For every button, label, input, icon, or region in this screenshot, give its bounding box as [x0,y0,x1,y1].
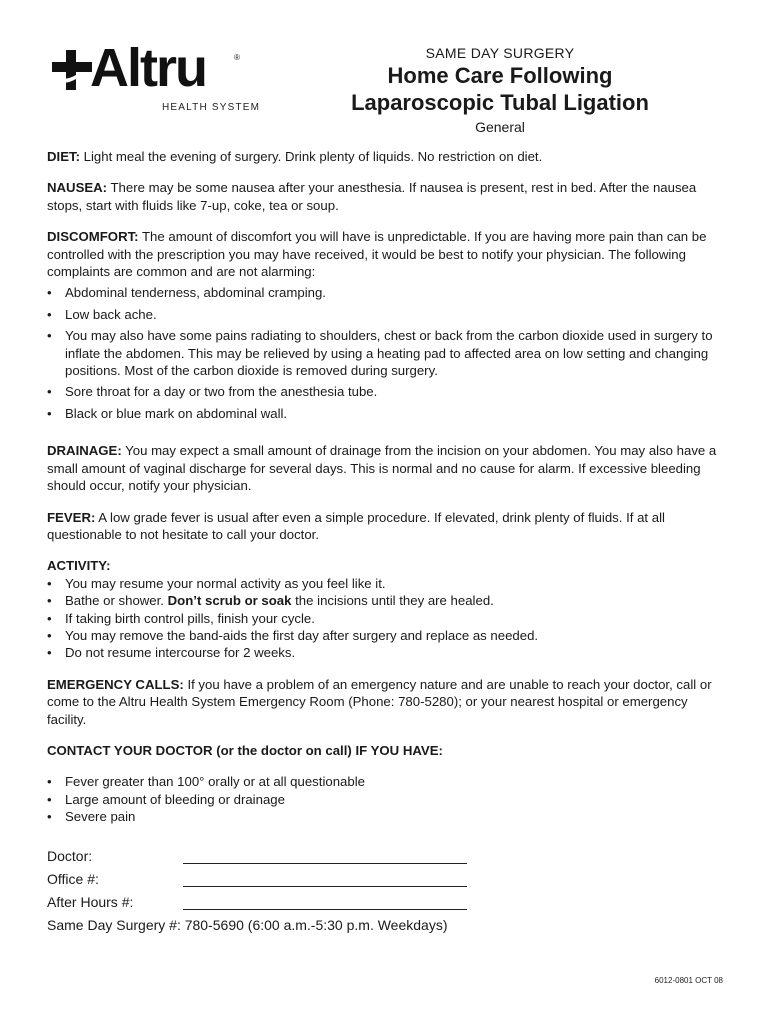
emergency-label: EMERGENCY CALLS: [47,676,184,692]
logo-registered-mark: ® [234,53,240,62]
discomfort-label: DISCOMFORT: [47,229,139,245]
doctor-line [47,846,719,869]
altru-cross-icon [50,48,94,92]
logo-wordmark: Altru [90,38,206,98]
list-item: • You may resume your normal activity as you feel like it. [47,575,719,592]
list-item: • Do not resume intercourse for 2 weeks. [47,644,719,661]
activity-list [47,575,719,662]
office-field[interactable] [183,886,467,887]
header-kicker: SAME DAY SURGERY [425,45,575,61]
emergency-section [47,676,719,728]
discomfort-text: The amount of discomfort you will have is unpredictable. If you are having more pain than can be controlled with the prescription you may have received, it would be best to notify your physician. The following complaints are common and are not alarming: [47,229,707,280]
nausea-section [47,179,719,214]
instructions-body [47,148,719,938]
contact-list [47,773,719,825]
list-item: • If taking birth control pills, finish your cycle. [47,610,719,627]
activity-item2-bold: Don’t scrub or soak [167,593,292,609]
doctor-label: Doctor: [47,847,93,864]
same-day-surgery-phone: Same Day Surgery #: 780-5690 (6:00 a.m.-5:30 p.m. Weekdays) [47,916,448,933]
drainage-text: You may expect a small amount of drainage from the incision on your abdomen. You may also have a small amount of vaginal discharge for several days. This is normal and no cause for alarm. If excessive bleeding should occur, notify your physician. [47,443,717,494]
activity-section [47,557,719,661]
activity-item2-post: the incisions until they are healed. [291,593,494,609]
header-title-line-2: Laparoscopic Tubal Ligation [351,90,649,115]
list-item [47,592,719,609]
diet-label: DIET: [47,149,80,164]
form-code: 6012-0801 OCT 08 [654,976,723,985]
after-hours-field[interactable] [183,909,467,910]
header-title-line-1: Home Care Following [387,63,613,88]
discomfort-list [47,284,719,422]
discomfort-intro [47,228,719,280]
diet-text: Light meal the evening of surgery. Drink plenty of liquids. No restriction on diet. [79,149,543,164]
diet-section [47,148,719,165]
document-header [320,44,680,136]
discomfort-section [47,228,719,422]
activity-label: ACTIVITY: [47,558,111,574]
list-item: • Black or blue mark on abdominal wall. [47,405,719,422]
list-item: • You may also have some pains radiating to shoulders, chest or back from the carbon dioxide used in surgery to inflate the abdomen. This may be relieved by using a heating pad to affected area on low setting and changing positions. Most of the carbon dioxide is removed during surgery. [47,327,719,379]
office-label: Office #: [47,870,99,887]
list-item: • Large amount of bleeding or drainage [47,791,719,808]
fever-text: A low grade fever is usual after even a simple procedure. If elevated, drink plenty of fluids. If at all questionable to not hesitate to call your doctor. [47,509,665,542]
activity-item2-pre: Bathe or shower. [65,593,168,609]
nausea-text: There may be some nausea after your anesthesia. If nausea is present, rest in bed. After the nausea stops, start with fluids like 7-up, coke, tea or soup. [47,180,697,213]
contact-form [47,846,719,938]
emergency-text: If you have a problem of an emergency nature and are unable to reach your doctor, call or come to the Altru Health System Emergency Room (Phone: 780-5280); or your nearest hospital or emergency facility. [47,676,712,727]
header-subtitle: General [475,119,525,135]
nausea-label: NAUSEA: [47,180,108,196]
list-item: • Severe pain [47,808,719,825]
same-day-surgery-line [47,915,719,938]
after-hours-line [47,892,719,915]
contact-heading: CONTACT YOUR DOCTOR (or the doctor on call) IF YOU HAVE: [47,742,443,758]
fever-label: FEVER: [47,509,96,525]
logo-tagline: HEALTH SYSTEM [162,102,261,113]
drainage-section [47,442,719,494]
after-hours-label: After Hours #: [47,893,134,910]
office-line [47,869,719,892]
altru-logo [50,38,261,120]
doctor-field[interactable] [183,863,467,864]
list-item: • Fever greater than 100° orally or at all questionable [47,773,719,790]
fever-section [47,509,719,544]
list-item: • Abdominal tenderness, abdominal cramping. [47,284,719,301]
drainage-label: DRAINAGE: [47,443,122,459]
list-item: • Low back ache. [47,306,719,323]
list-item: • You may remove the band-aids the first day after surgery and replace as needed. [47,627,719,644]
list-item: • Sore throat for a day or two from the anesthesia tube. [47,383,719,400]
